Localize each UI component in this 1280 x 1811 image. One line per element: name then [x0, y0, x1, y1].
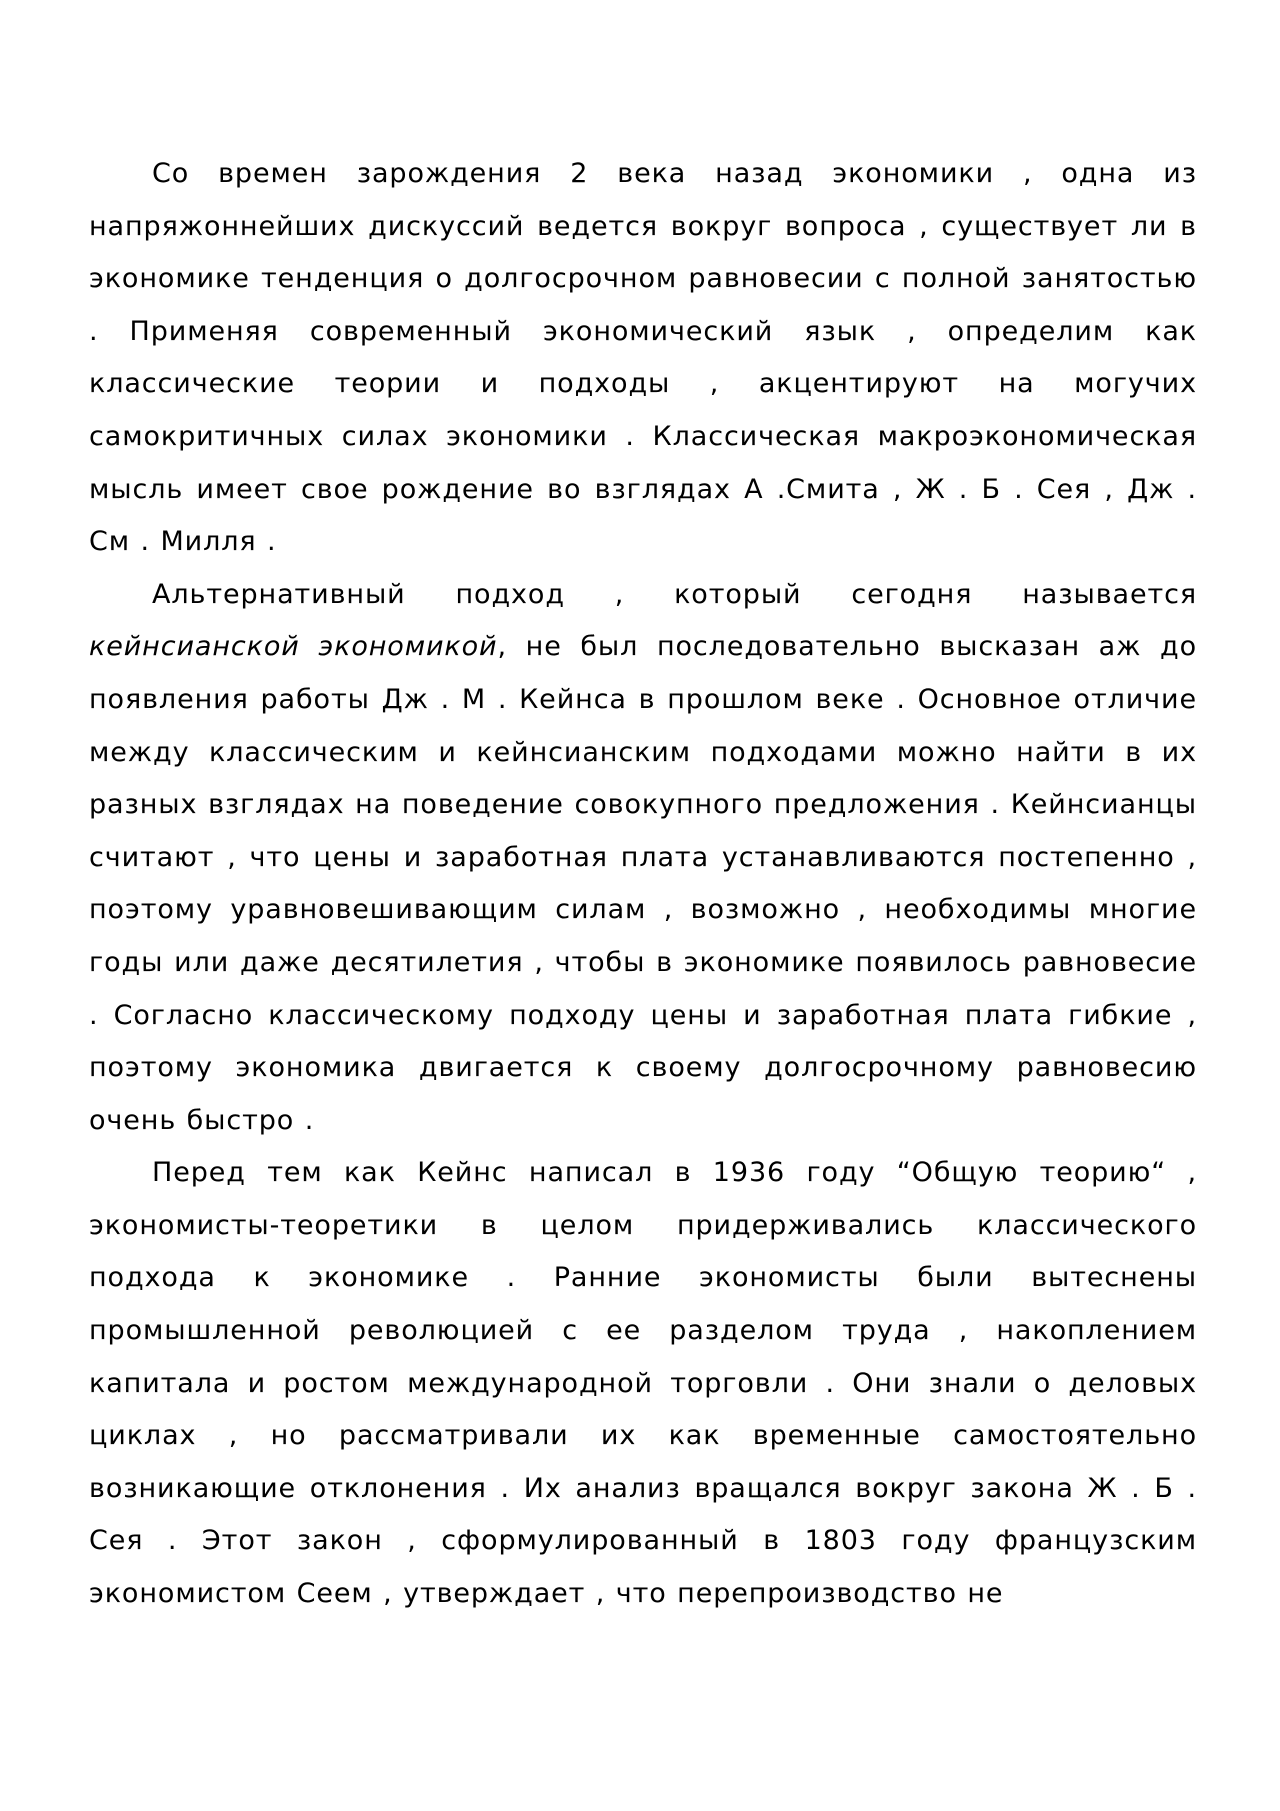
document-body [89, 148, 1197, 1621]
paragraph-body-text: , не был последовательно высказан аж до появления работы Дж . М . Кейнса в прошлом веке . Основное отличие между классическим и кейнсианским подходами можно найти в их разных взглядах на поведение совокупного предложения . Кейнсианцы считают , что цены и заработная плата устанавливаются постепенно , поэтому уравновешивающим силам , возможно , необходимы многие годы или даже десятилетия , чтобы в экономике появилось равновесие . Согласно классическому подходу цены и заработная плата гибкие , поэтому экономика двигается к своему долгосрочному равновесию очень быстро . [89, 631, 1197, 1136]
paragraph-before-keynes: Перед тем как Кейнс написал в 1936 году “Общую теорию“ , экономисты-теоретики в целом придерживались классического подхода к экономике . Ранние экономисты были вытеснены промышленной революцией с ее разделом труда , накоплением капитала и ростом международной торговли . Они знали о деловых циклах , но рассматривали их как временные самостоятельно возникающие отклонения . Их анализ вращался вокруг закона Ж . Б . Сея . Этот закон , сформулированный в 1803 году французским экономистом Сеем , утверждает , что перепроизводство не [89, 1157, 1197, 1610]
italic-term: кейнсианской экономикой [89, 631, 498, 663]
paragraph-classical-origins: Со времен зарождения 2 века назад экономики , одна из напряжоннейших дискуссий ведется вокруг вопроса , существует ли в экономике тенденция о долгосрочном равновесии с полной занятостью . Применяя современный экономический язык , определим как классические теории и подходы , акцентируют на могучих самокритичных силах экономики . Классическая макроэкономическая мысль имеет свое рождение во взглядах А .Смита , Ж . Б . Сея , Дж . См . Милля . [89, 158, 1197, 558]
paragraph-keynesian-approach [89, 569, 1197, 1148]
paragraph-lead-text: Альтернативный подход , который сегодня называется [152, 578, 1197, 610]
